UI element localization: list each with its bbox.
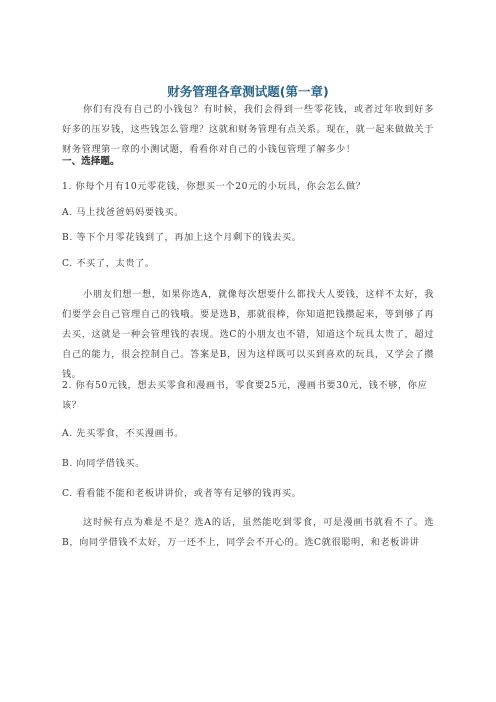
question-2: 2. 你有50元钱，想去买零食和漫画书，零食要25元，漫画书要30元，钱不够，你应该？ xyxy=(62,380,428,411)
section-heading-choice: 一、选择题。 xyxy=(62,156,120,167)
question-2-option-c: C. 看看能不能和老板讲讲价，或者等有足够的钱再买。 xyxy=(62,488,302,499)
question-2-option-b: B. 向同学借钱买。 xyxy=(62,458,145,469)
intro-paragraph: 你们有没有自己的小钱包？有时候，我们会得到一些零花钱，或者过年收到好多好多的压岁钱，这些钱怎么管理？这就和财务管理有点关系。现在，就一起来做做关于财务管理第一章的小测试题，看看你对自己的小钱包管理了解多少！ xyxy=(62,104,434,155)
document-title: 财务管理各章测试题(第一章) xyxy=(167,84,329,99)
question-1-option-a: A. 马上找爸爸妈妈要钱买。 xyxy=(62,207,184,218)
question-1-option-b: B. 等下个月零花钱到了，再加上这个月剩下的钱去买。 xyxy=(62,232,302,243)
question-1-explanation: 小朋友们想一想，如果你选A，就像每次想要什么都找大人要钱，这样不太好，我们要学会自己管理自己的钱哦。要是选B，那就很棒，你知道把钱攒起来，等到够了再去买，这就是一种会管理钱的表现。选C的小朋友也不错，知道这个玩具太贵了，超过自己的能力，很会控制自己。答案是B，因为这样既可以买到喜欢的玩具，又学会了攒钱。 xyxy=(62,289,434,380)
question-1: 1. 你每个月有10元零花钱，你想买一个20元的小玩具，你会怎么做？ xyxy=(62,181,366,192)
question-2-option-a: A. 先买零食，不买漫画书。 xyxy=(62,428,184,439)
question-2-explanation: 这时候有点为难是不是？选A的话，虽然能吃到零食，可是漫画书就看不了。选B，向同学借钱不太好，万一还不上，同学会不开心的。选C就很聪明，和老板讲讲 xyxy=(62,517,434,548)
question-1-option-c: C. 不买了，太贵了。 xyxy=(62,258,155,269)
